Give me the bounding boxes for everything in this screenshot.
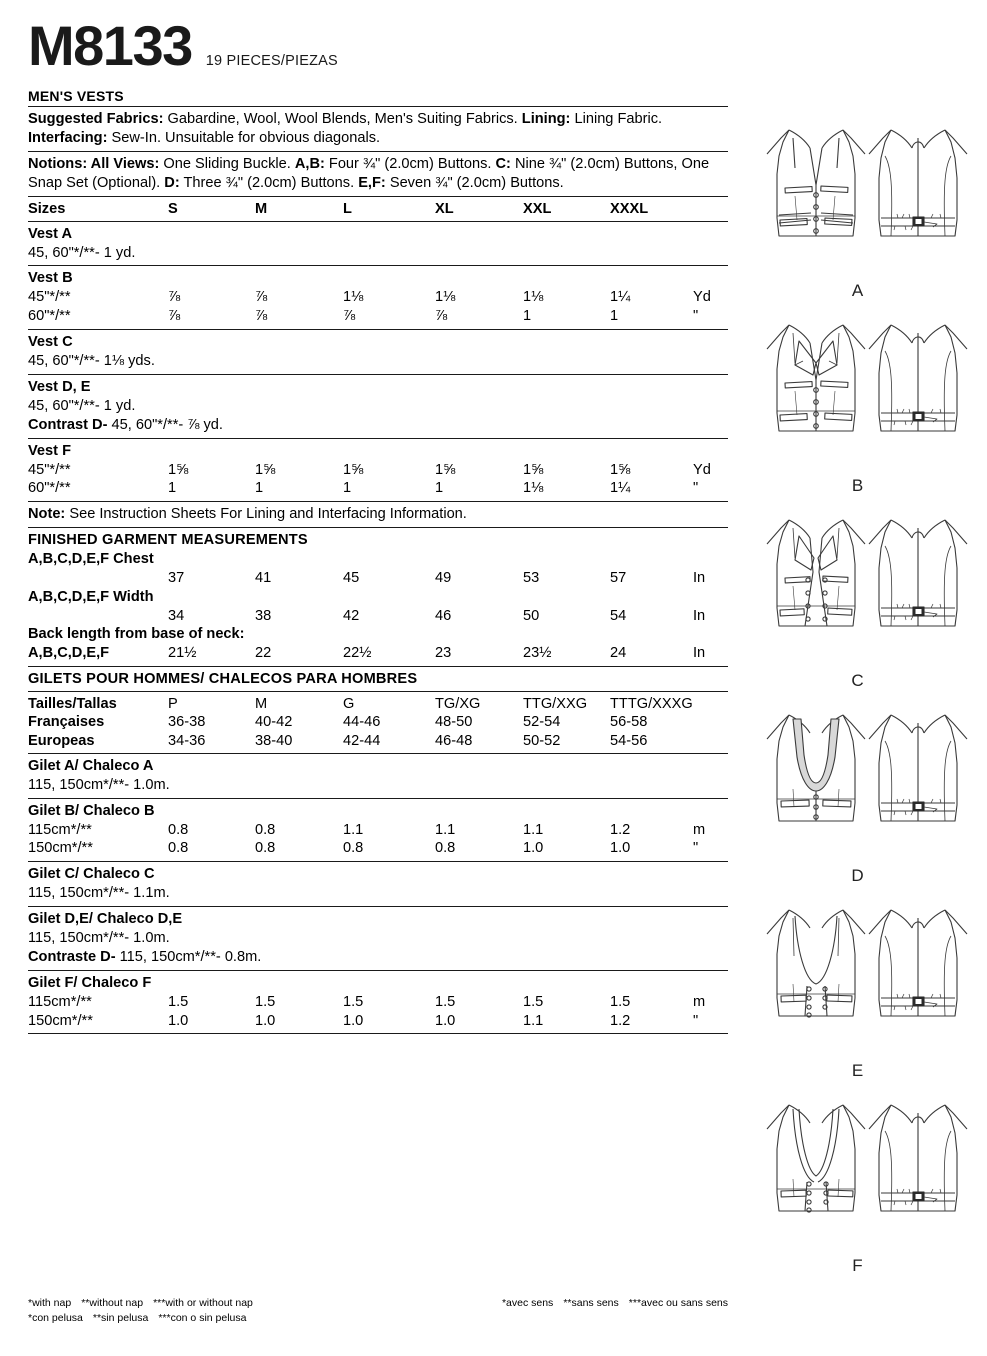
value-g: 1.1 bbox=[343, 821, 364, 838]
value-p: 1.0 bbox=[168, 1012, 189, 1029]
yardage-block-vest-a bbox=[28, 225, 728, 263]
divider bbox=[28, 753, 728, 754]
notions-paragraph bbox=[28, 155, 728, 193]
width-unit: In bbox=[693, 607, 706, 624]
width-label: 150cm*/** bbox=[28, 1012, 93, 1029]
contrast-label: Contrast D- bbox=[28, 416, 108, 433]
metric-single-line: 115, 150cm*/**- 1.1m. bbox=[28, 885, 170, 902]
view-d-front bbox=[767, 715, 865, 821]
unit: Yd bbox=[693, 289, 711, 306]
width-table bbox=[28, 607, 728, 626]
divider bbox=[28, 798, 728, 799]
divider bbox=[28, 106, 728, 107]
value-s: ⅞ bbox=[168, 308, 181, 325]
metric-block-gilet-f bbox=[28, 974, 728, 1030]
footnote-sans-sens: **sans sens bbox=[563, 1297, 619, 1309]
europeas-label: Europeas bbox=[28, 733, 95, 750]
piece-count: 19 PIECES/PIEZAS bbox=[205, 53, 338, 69]
metric-name: Gilet C/ Chaleco C bbox=[28, 866, 155, 883]
width-label: 115cm*/** bbox=[28, 993, 92, 1010]
width-s: 34 bbox=[168, 607, 185, 624]
metric-table bbox=[28, 821, 728, 858]
fr-m: 40-42 bbox=[255, 714, 293, 731]
table-row bbox=[28, 713, 728, 732]
value-xxl: 1⅛ bbox=[523, 480, 544, 497]
divider bbox=[28, 501, 728, 502]
taille-p: P bbox=[168, 695, 178, 712]
garment-type-heading: MEN'S VESTS bbox=[28, 88, 124, 104]
backlength-label: A,B,C,D,E,F bbox=[28, 645, 110, 662]
contrast-label: Contraste D- bbox=[28, 948, 116, 965]
view-letter-e: E bbox=[851, 1061, 864, 1080]
view-b-vest bbox=[735, 303, 980, 498]
yardage-table bbox=[28, 461, 728, 498]
footnote-without-nap: **without nap bbox=[81, 1297, 144, 1309]
yardage-block-vest-c bbox=[28, 333, 728, 371]
value-g: 0.8 bbox=[343, 840, 364, 857]
value-tttg: 1.2 bbox=[610, 821, 631, 838]
fr-tg: 48-50 bbox=[435, 714, 473, 731]
chest-xxl: 53 bbox=[523, 569, 540, 586]
width-xl: 46 bbox=[435, 607, 452, 624]
size-col-unit bbox=[693, 200, 728, 219]
view-e-vest bbox=[735, 888, 980, 1083]
chest-m: 41 bbox=[255, 569, 272, 586]
notions-text-3: Nine ¾" (2.0cm) Buttons, One Snap Set (Optional). bbox=[28, 155, 710, 191]
footnote-row-1 bbox=[28, 1296, 728, 1311]
yardage-table bbox=[28, 288, 728, 325]
value-xl: 1⅝ bbox=[435, 461, 456, 478]
view-f-front bbox=[767, 1105, 865, 1212]
interfacing-label: Interfacing: bbox=[28, 129, 108, 146]
view-letter-a: A bbox=[851, 281, 864, 300]
value-tg: 1.5 bbox=[435, 993, 456, 1010]
info-column bbox=[28, 14, 728, 1037]
value-l: ⅞ bbox=[343, 308, 356, 325]
unit: " bbox=[693, 480, 699, 497]
width-label: 60"*/** bbox=[28, 480, 71, 497]
eu-tttg: 54-56 bbox=[610, 733, 648, 750]
size-col-l: L bbox=[343, 200, 352, 217]
view-letter-b: B bbox=[851, 476, 864, 495]
suggested-fabrics-text: Gabardine, Wool, Wool Blends, Men's Suiting Fabrics. bbox=[163, 111, 522, 127]
yardage-single-line: 45, 60"*/**- 1 yd. bbox=[28, 244, 136, 261]
footnote-con-pelusa: *con pelusa bbox=[28, 1312, 83, 1325]
value-m: 0.8 bbox=[255, 840, 276, 857]
table-row bbox=[28, 993, 728, 1012]
view-b-front bbox=[767, 325, 865, 431]
table-row bbox=[28, 732, 728, 751]
width-label: 115cm*/** bbox=[28, 821, 92, 838]
spacer bbox=[28, 569, 168, 588]
backlength-m: 22 bbox=[255, 645, 272, 662]
backlength-heading: Back length from base of neck: bbox=[28, 626, 245, 643]
backlength-s: 21½ bbox=[168, 645, 197, 662]
width-xxxl: 54 bbox=[610, 607, 627, 624]
view-e-back bbox=[869, 910, 967, 1016]
size-col-xxl: XXL bbox=[523, 200, 552, 217]
suggested-fabrics-paragraph bbox=[28, 110, 728, 148]
width-label: A,B,C,D,E,F Width bbox=[28, 588, 154, 605]
table-row bbox=[28, 288, 728, 307]
fr-tttg: 56-58 bbox=[610, 714, 648, 731]
value-ttg: 1.1 bbox=[523, 1012, 544, 1029]
value-xl: ⅞ bbox=[435, 308, 448, 325]
metric-sizes-table bbox=[28, 695, 728, 751]
yardage-name: Vest D, E bbox=[28, 378, 91, 395]
width-xxl: 50 bbox=[523, 607, 540, 624]
value-xxl: 1 bbox=[523, 308, 532, 325]
chest-l: 45 bbox=[343, 569, 360, 586]
width-label: 150cm*/** bbox=[28, 840, 93, 857]
divider bbox=[28, 1033, 728, 1034]
divider bbox=[28, 196, 728, 197]
value-p: 0.8 bbox=[168, 840, 189, 857]
metric-block-gilet-de bbox=[28, 910, 728, 967]
table-row bbox=[28, 461, 728, 480]
yardage-block-vest-f bbox=[28, 442, 728, 498]
view-f-vest bbox=[735, 1083, 980, 1278]
value-g: 1.5 bbox=[343, 993, 364, 1010]
backlength-unit: In bbox=[693, 645, 706, 662]
value-tg: 0.8 bbox=[435, 840, 456, 857]
taille-ttg: TTG/XXG bbox=[523, 695, 588, 712]
table-row bbox=[28, 839, 728, 858]
value-xxl: 1⅝ bbox=[523, 461, 544, 478]
eu-p: 34-36 bbox=[168, 733, 206, 750]
table-row bbox=[28, 695, 728, 714]
value-xl: 1⅛ bbox=[435, 289, 456, 306]
unit: " bbox=[693, 840, 699, 857]
value-ttg: 1.0 bbox=[523, 840, 544, 857]
chest-s: 37 bbox=[168, 569, 185, 586]
eu-g: 42-44 bbox=[343, 733, 381, 750]
footnote-with-nap: *with nap bbox=[28, 1297, 72, 1309]
notions-text-5: Seven ¾" (2.0cm) Buttons. bbox=[385, 174, 564, 191]
finished-measurements-block bbox=[28, 531, 728, 663]
notions-text-2: Four ¾" (2.0cm) Buttons. bbox=[324, 155, 496, 172]
view-c-back bbox=[869, 520, 967, 626]
footnote-french bbox=[492, 1296, 728, 1311]
divider bbox=[28, 527, 728, 528]
table-row bbox=[28, 200, 728, 219]
divider bbox=[28, 265, 728, 266]
value-s: 1 bbox=[168, 480, 177, 497]
footnote-row-2 bbox=[28, 1311, 728, 1326]
divider bbox=[28, 151, 728, 152]
value-l: 1⅛ bbox=[343, 289, 364, 306]
table-row bbox=[28, 821, 728, 840]
yardage-name: Vest A bbox=[28, 225, 73, 242]
notions-views-c: C: bbox=[495, 155, 511, 172]
value-ttg: 1.1 bbox=[523, 821, 544, 838]
sizes-header-table bbox=[28, 200, 728, 219]
divider bbox=[28, 906, 728, 907]
value-m: 1.0 bbox=[255, 1012, 276, 1029]
yardage-block-vest-de bbox=[28, 378, 728, 435]
table-row bbox=[28, 644, 728, 663]
metric-name: Gilet B/ Chaleco B bbox=[28, 802, 155, 819]
value-xxl: 1⅛ bbox=[523, 289, 544, 306]
value-p: 0.8 bbox=[168, 821, 189, 838]
view-a-vest bbox=[735, 108, 980, 303]
view-b-back bbox=[869, 325, 967, 431]
view-c-front bbox=[767, 520, 865, 626]
table-row bbox=[28, 569, 728, 588]
view-illustrations-column bbox=[735, 108, 980, 1278]
value-m: 0.8 bbox=[255, 821, 276, 838]
yardage-name: Vest B bbox=[28, 270, 73, 287]
value-tttg: 1.2 bbox=[610, 1012, 631, 1029]
value-ttg: 1.5 bbox=[523, 993, 544, 1010]
value-xxxl: 1¼ bbox=[610, 480, 631, 497]
chest-table bbox=[28, 569, 728, 588]
divider bbox=[28, 438, 728, 439]
finished-measurements-heading: FINISHED GARMENT MEASUREMENTS bbox=[28, 531, 308, 548]
metric-block-gilet-c bbox=[28, 865, 728, 903]
yardage-single-line: 45, 60"*/**- 1 yd. bbox=[28, 397, 136, 414]
contrast-fill-area bbox=[793, 719, 839, 791]
value-xxxl: 1⅝ bbox=[610, 461, 631, 478]
metric-name: Gilet A/ Chaleco A bbox=[28, 757, 154, 774]
view-a-back bbox=[869, 130, 967, 236]
width-label: 45"*/** bbox=[28, 289, 71, 306]
table-row bbox=[28, 607, 728, 626]
lining-label: Lining: bbox=[521, 111, 571, 127]
eu-ttg: 50-52 bbox=[523, 733, 561, 750]
metric-single-line: 115, 150cm*/**- 1.0m. bbox=[28, 929, 170, 946]
metric-name: Gilet D,E/ Chaleco D,E bbox=[28, 910, 183, 927]
value-s: ⅞ bbox=[168, 289, 181, 306]
view-f-back bbox=[869, 1105, 967, 1211]
size-col-m: M bbox=[255, 200, 268, 217]
value-tg: 1.0 bbox=[435, 1012, 456, 1029]
footnote-avec-sens: *avec sens bbox=[501, 1297, 554, 1309]
taille-m: M bbox=[255, 695, 268, 712]
taille-g: G bbox=[343, 695, 355, 712]
interfacing-text: Sew-In. Unsuitable for obvious diagonals. bbox=[107, 129, 381, 146]
value-m: ⅞ bbox=[255, 289, 268, 306]
backlength-xl: 23 bbox=[435, 645, 452, 662]
value-l: 1 bbox=[343, 480, 352, 497]
sizes-label: Sizes bbox=[28, 200, 66, 217]
note-paragraph bbox=[28, 505, 728, 524]
footnotes bbox=[28, 1296, 728, 1326]
backlength-xxxl: 24 bbox=[610, 645, 627, 662]
metric-block-gilet-b bbox=[28, 802, 728, 858]
value-tttg: 1.0 bbox=[610, 840, 631, 857]
table-row bbox=[28, 1012, 728, 1031]
yardage-name: Vest F bbox=[28, 442, 71, 459]
notions-views-d: D: bbox=[164, 174, 180, 191]
taille-tttg: TTTG/XXXG bbox=[610, 695, 693, 712]
notions-label: Notions: All Views: bbox=[28, 155, 160, 172]
page-title: M8133 bbox=[28, 14, 192, 77]
table-row bbox=[28, 307, 728, 326]
footnote-with-or-without-nap: ***with or without nap bbox=[153, 1297, 253, 1309]
francaises-label: Françaises bbox=[28, 714, 105, 731]
unit: m bbox=[693, 993, 706, 1010]
divider bbox=[28, 666, 728, 667]
metric-single-line: 115, 150cm*/**- 1.0m. bbox=[28, 776, 170, 793]
value-g: 1.0 bbox=[343, 1012, 364, 1029]
footnote-con-o-sin-pelusa: ***con o sin pelusa bbox=[158, 1312, 247, 1325]
width-label: 45"*/** bbox=[28, 461, 71, 478]
value-l: 1⅝ bbox=[343, 461, 364, 478]
divider bbox=[28, 861, 728, 862]
notions-views-ab: A,B: bbox=[294, 155, 325, 172]
taille-tg: TG/XG bbox=[435, 695, 481, 712]
divider bbox=[28, 970, 728, 971]
value-tttg: 1.5 bbox=[610, 993, 631, 1010]
note-text: See Instruction Sheets For Lining and Interfacing Information. bbox=[65, 505, 467, 522]
value-xl: 1 bbox=[435, 480, 444, 497]
backlength-table bbox=[28, 644, 728, 663]
view-c-vest bbox=[735, 498, 980, 693]
yardage-single-line: 45, 60"*/**- 1⅛ yds. bbox=[28, 352, 155, 369]
size-col-s: S bbox=[168, 200, 178, 217]
divider bbox=[28, 329, 728, 330]
contrast-line bbox=[28, 948, 728, 967]
chest-label: A,B,C,D,E,F Chest bbox=[28, 550, 154, 567]
value-xxxl: 1 bbox=[610, 308, 619, 325]
view-e-front bbox=[767, 910, 865, 1017]
metric-table bbox=[28, 993, 728, 1030]
footnote-english bbox=[28, 1296, 263, 1311]
note-label: Note: bbox=[28, 505, 66, 522]
notions-text-4: Three ¾" (2.0cm) Buttons. bbox=[179, 174, 359, 191]
fr-p: 36-38 bbox=[168, 714, 206, 731]
tailles-label: Tailles/Tallas bbox=[28, 695, 117, 712]
width-label: 60"*/** bbox=[28, 308, 71, 325]
footnote-spanish bbox=[28, 1311, 256, 1326]
fr-g: 44-46 bbox=[343, 714, 381, 731]
metric-heading: GILETS POUR HOMMES/ CHALECOS PARA HOMBRES bbox=[28, 670, 418, 687]
contrast-line bbox=[28, 416, 728, 435]
yardage-name: Vest C bbox=[28, 333, 73, 350]
unit: " bbox=[693, 308, 699, 325]
suggested-fabrics-label: Suggested Fabrics: bbox=[28, 111, 164, 127]
value-m: 1 bbox=[255, 480, 264, 497]
view-d-vest bbox=[735, 693, 980, 888]
view-a-front bbox=[767, 130, 865, 236]
spacer bbox=[28, 607, 168, 626]
eu-m: 38-40 bbox=[255, 733, 293, 750]
lining-text: Lining Fabric. bbox=[570, 111, 663, 127]
value-tg: 1.1 bbox=[435, 821, 456, 838]
view-letter-c: C bbox=[851, 671, 864, 690]
value-s: 1⅝ bbox=[168, 461, 189, 478]
chest-xl: 49 bbox=[435, 569, 452, 586]
chest-xxxl: 57 bbox=[610, 569, 627, 586]
width-l: 42 bbox=[343, 607, 360, 624]
eu-tg: 46-48 bbox=[435, 733, 473, 750]
view-d-back bbox=[869, 715, 967, 821]
unit: m bbox=[693, 821, 706, 838]
width-m: 38 bbox=[255, 607, 272, 624]
chest-unit: In bbox=[693, 569, 706, 586]
divider bbox=[28, 691, 728, 692]
notions-text-1: One Sliding Buckle. bbox=[159, 155, 295, 172]
unit: " bbox=[693, 1012, 699, 1029]
backlength-xxl: 23½ bbox=[523, 645, 552, 662]
notions-views-ef: E,F: bbox=[358, 174, 386, 191]
title-row bbox=[28, 14, 728, 77]
spacer bbox=[693, 695, 728, 714]
value-m: 1.5 bbox=[255, 993, 276, 1010]
unit: Yd bbox=[693, 461, 711, 478]
contrast-text: 45, 60"*/**- ⅞ yd. bbox=[107, 416, 223, 433]
divider bbox=[28, 221, 728, 222]
yardage-block-vest-b bbox=[28, 269, 728, 325]
metric-name: Gilet F/ Chaleco F bbox=[28, 974, 152, 991]
size-col-xl: XL bbox=[435, 200, 454, 217]
spacer bbox=[693, 732, 728, 751]
footnote-avec-ou-sans-sens: ***avec ou sans sens bbox=[628, 1297, 728, 1309]
metric-block-gilet-a bbox=[28, 757, 728, 795]
spacer bbox=[693, 713, 728, 732]
view-letter-d: D bbox=[851, 866, 864, 885]
fr-ttg: 52-54 bbox=[523, 714, 561, 731]
backlength-l: 22½ bbox=[343, 645, 372, 662]
divider bbox=[28, 374, 728, 375]
value-m: ⅞ bbox=[255, 308, 268, 325]
size-col-xxxl: XXXL bbox=[610, 200, 649, 217]
value-xxxl: 1¼ bbox=[610, 289, 631, 306]
value-p: 1.5 bbox=[168, 993, 189, 1010]
value-m: 1⅝ bbox=[255, 461, 276, 478]
contrast-text: 115, 150cm*/**- 0.8m. bbox=[115, 948, 262, 965]
table-row bbox=[28, 479, 728, 498]
view-letter-f: F bbox=[852, 1256, 863, 1275]
footnote-sin-pelusa: **sin pelusa bbox=[92, 1312, 149, 1325]
